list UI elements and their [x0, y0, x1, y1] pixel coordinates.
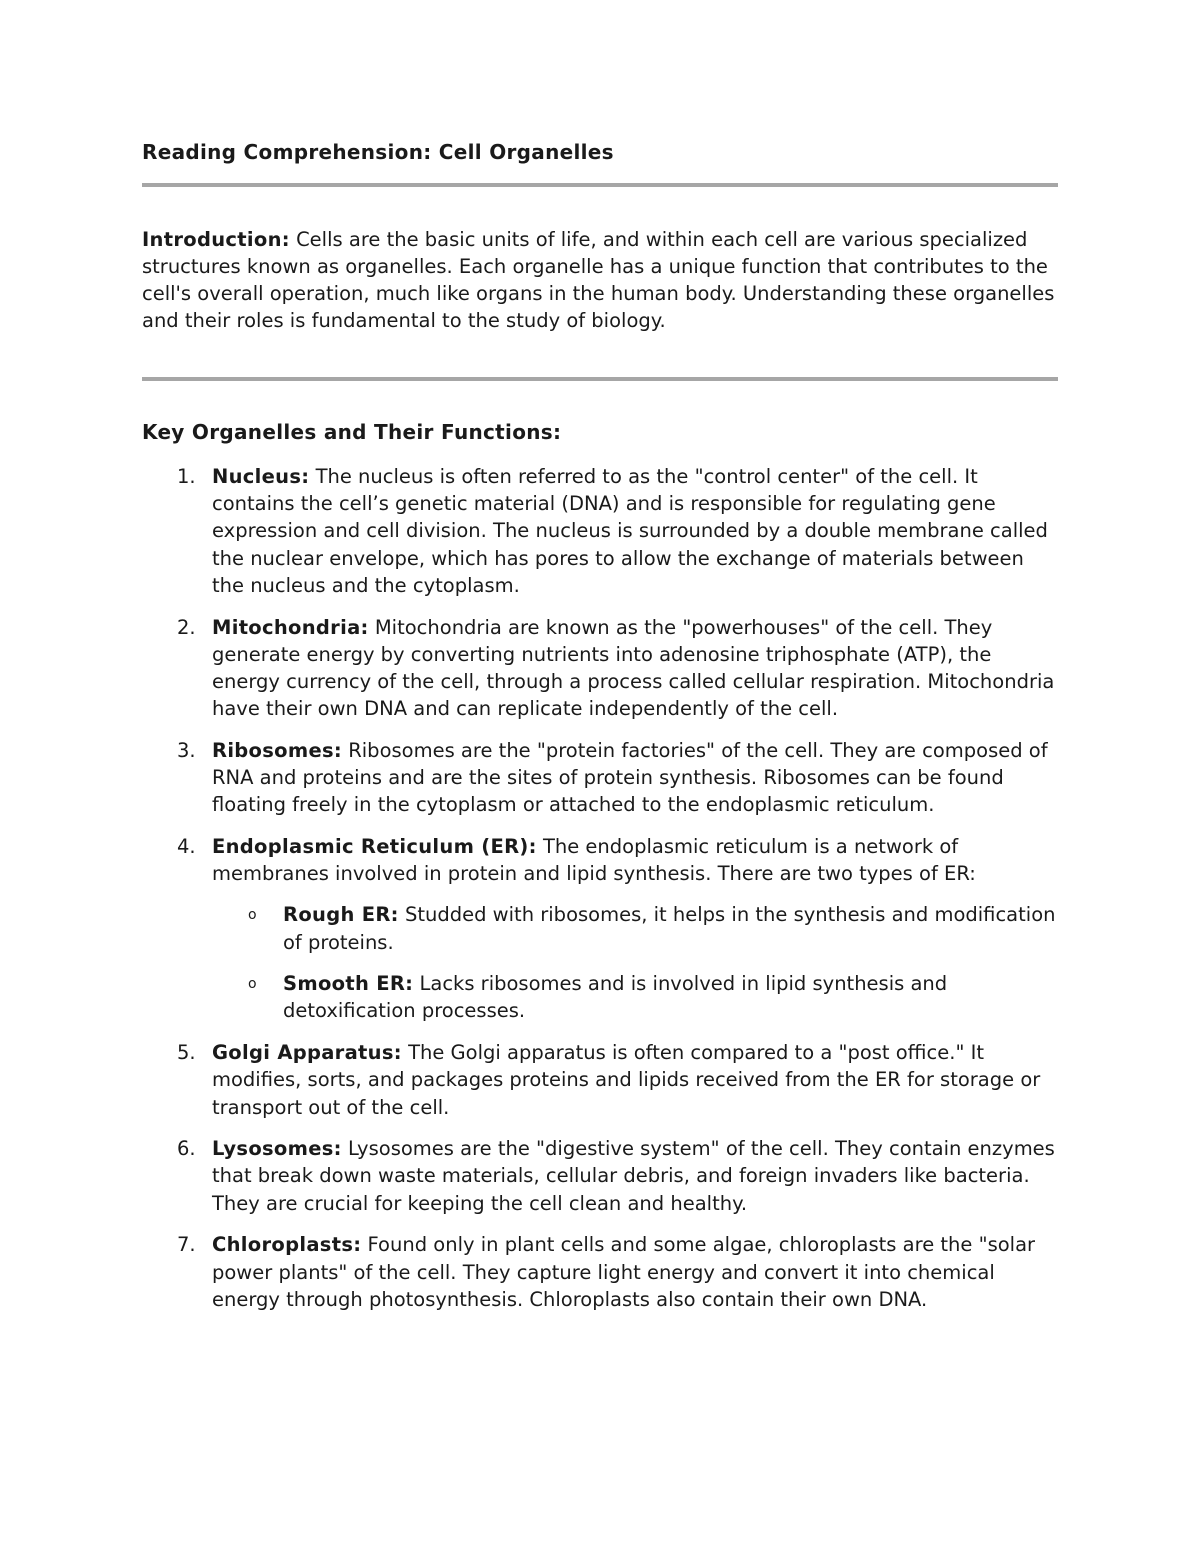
- list-number: 4.: [177, 834, 196, 858]
- organelle-name: Ribosomes:: [212, 738, 343, 762]
- list-number: 7.: [177, 1233, 196, 1257]
- subtype-name: Smooth ER:: [283, 972, 414, 996]
- list-number: 3.: [177, 738, 196, 762]
- title-divider: [142, 183, 1058, 187]
- list-item-chloroplasts: [142, 1231, 1058, 1313]
- circle-bullet-icon: o: [248, 976, 257, 993]
- list-item-endoplasmic-reticulum: [142, 833, 1058, 1025]
- document-title: Reading Comprehension: Cell Organelles: [142, 140, 614, 164]
- organelle-name: Endoplasmic Reticulum (ER):: [212, 834, 537, 858]
- subtype-description: Lacks ribosomes and is involved in lipid synthesis and detoxification processes.: [283, 972, 948, 1023]
- organelle-description: Mitochondria are known as the "powerhouses" of the cell. They generate energy by converting nutrients into adenosine triphosphate (ATP), the energy currency of the cell, through a process called cellular respiration. Mitochondria have their own DNA and can replicate independently of the cell.: [212, 615, 1055, 721]
- subtype-name: Rough ER:: [283, 903, 399, 927]
- organelle-description: The endoplasmic reticulum is a network of membranes involved in protein and lipid synthesis. There are two types of ER:: [212, 834, 976, 886]
- list-item-ribosomes: [142, 737, 1058, 819]
- list-item-golgi-apparatus: [142, 1039, 1058, 1121]
- section-heading: Key Organelles and Their Functions:: [142, 420, 562, 444]
- organelle-name: Lysosomes:: [212, 1137, 342, 1161]
- organelle-description: Ribosomes are the "protein factories" of the cell. They are composed of RNA and proteins and are the sites of protein synthesis. Ribosomes can be found floating freely in the cytoplasm or attached to the endoplasmic reticulum.: [212, 738, 1048, 817]
- list-number: 2.: [177, 615, 196, 639]
- organelle-name: Golgi Apparatus:: [212, 1041, 402, 1065]
- organelle-name: Mitochondria:: [212, 615, 369, 639]
- introduction-paragraph: [142, 226, 1058, 334]
- organelle-description: The Golgi apparatus is often compared to a "post office." It modifies, sorts, and packages proteins and lipids received from the ER for storage or transport out of the cell.: [212, 1041, 1041, 1119]
- organelle-name: Nucleus:: [212, 465, 310, 488]
- list-number: 1.: [177, 465, 196, 488]
- introduction-text: Cells are the basic units of life, and within each cell are various specialized structures known as organelles. Each organelle has a unique function that contributes to the cell's overall operation, much like organs in the human body. Understanding these organelles and their roles is fundamental to the study of biology.: [142, 228, 1055, 332]
- list-number: 5.: [177, 1041, 196, 1065]
- sub-item-smooth-er: [212, 970, 1058, 1024]
- list-number: 6.: [177, 1137, 196, 1161]
- list-item-nucleus: [142, 463, 1058, 599]
- organelle-description: The nucleus is often referred to as the "control center" of the cell. It contains the cell’s genetic material (DNA) and is responsible for regulating gene expression and cell division. The nucleus is surrounded by a double membrane called the nuclear envelope, which has pores to allow the exchange of materials between the nucleus and the cytoplasm.: [212, 465, 1048, 597]
- organelle-name: Chloroplasts:: [212, 1233, 362, 1257]
- organelle-description: Found only in plant cells and some algae, chloroplasts are the "solar power plants" of the cell. They capture light energy and convert it into chemical energy through photosynthesis. Chloroplasts also contain their own DNA.: [212, 1233, 1036, 1311]
- introduction-label: Introduction:: [142, 228, 290, 251]
- organelle-description: Lysosomes are the "digestive system" of the cell. They contain enzymes that break down waste materials, cellular debris, and foreign invaders like bacteria. They are crucial for keeping the cell clean and healthy.: [212, 1137, 1055, 1215]
- er-subtype-list: [212, 901, 1058, 1024]
- subtype-description: Studded with ribosomes, it helps in the synthesis and modification of proteins.: [283, 903, 1056, 954]
- list-item-lysosomes: [142, 1135, 1058, 1217]
- sub-item-rough-er: [212, 901, 1058, 955]
- list-item-mitochondria: [142, 614, 1058, 723]
- introduction-divider: [142, 377, 1058, 381]
- organelle-list: [142, 463, 1058, 1327]
- circle-bullet-icon: o: [248, 907, 257, 924]
